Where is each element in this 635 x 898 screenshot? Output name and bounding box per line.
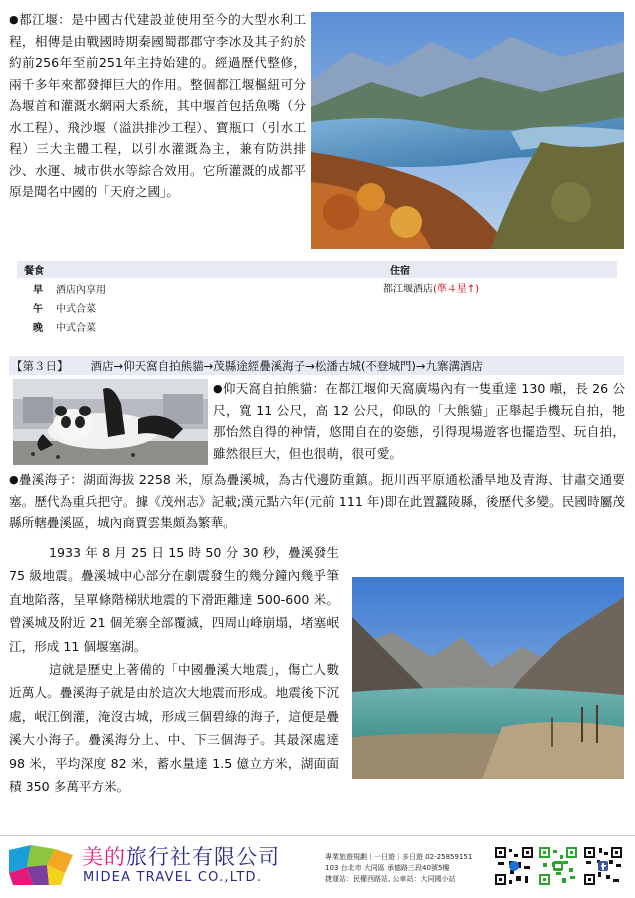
diexi-paragraph-3: 這就是歷史上著備的「中國疊溪大地震」，傷亡人數近萬人。疊溪海子就是由於這次大地震而形成。地震後下沉處，岷江倒灌，淹沒古城，形成三個碧綠的海子，這便是疊溪大小海子。疊溪海分上、中、下三個海子。其最深處達 98 米，平均深度 82 米，蓄水量達 1.5 億立方米，湖面面積 350 多萬平方米。 [9,662,339,795]
bullet-icon: ● [9,473,19,486]
meal-value: 中式合菜 [56,304,96,315]
contact-line-2: 103 台北市 大同區 承德路三段40號5樓 [325,864,450,872]
meal-row-lunch [17,298,96,317]
meal-value: 酒店內享用 [56,285,106,296]
diexi-photo [352,577,624,779]
dujiangyan-photo [311,12,624,249]
meal-key: 午 [33,304,43,315]
contact-line-1: 專業旅遊規劃｜一日遊｜多日遊 02-25859151 [325,853,473,861]
diexi-description [9,469,625,534]
company-name-en: MIDEA TRAVEL CO.,LTD. [83,870,263,885]
meal-header: 餐食 [24,266,44,277]
dujiangyan-description [9,9,306,203]
bullet-icon: ● [213,382,223,395]
qr-code-icon[interactable] [494,846,534,886]
company-name-accent: 美的 [82,845,126,869]
diexi-history [9,541,339,798]
panda-text: 仰天窩自拍熊貓：在都江堰仰天窩廣場內有一隻重達 130 噸，長 26 公尺，寬 11 公尺，高 12 公尺，仰臥的「大熊貓」正舉起手機玩自拍，牠那怡然自得的神情，悠閒自在的姿態，引得現場遊客也擺造型、玩自拍，雖然很巨大，但也很萌，很可愛。 [213,381,625,461]
company-name-cn [82,841,280,871]
hotel-header: 住宿 [390,266,410,277]
company-name-rest: 旅行社有限公司 [126,845,280,869]
hotel-name: 都江堰酒店 [383,284,433,295]
panda-photo [13,379,208,465]
facebook-qr-code-icon[interactable] [583,846,623,886]
meal-key: 早 [33,285,43,296]
meal-value: 中式合菜 [56,323,96,334]
meal-table-header [17,261,617,278]
hotel-info [383,280,479,295]
meal-key: 晚 [33,323,43,334]
meal-hotel-table [17,261,617,340]
dujiangyan-text: 都江堰：是中國古代建設並使用至今的大型水利工程，相傳是由戰國時期秦國蜀郡郡守李冰及其子約於約前256年至前251年主持始建的。經過歷代整修，兩千多年來都發揮巨大的作用。整個都江堰樞紐可分為堰首和灌溉水網兩大系統，其中堰首包括魚嘴（分水工程）、飛沙堰（溢洪排沙工程）、寶瓶口（引水工程）三大主體工程，以引水灌溉為主，兼有防洪排沙、水運、城市供水等綜合效用。它所灌溉的成都平原是聞名中國的「天府之國」。 [9,12,306,199]
contact-line-3: 捷運站：民權西路站, 公車站：大同國小站 [325,875,456,883]
footer-divider [0,835,635,836]
diexi-text: 疊溪海子：湖面海拔 2258 米，原為疊溪城，為古代邊防重鎮。扼川西平原通松潘旱地及青海、甘肅交通要塞。歷代為重兵把守。據《茂州志》記載;漢元點六年(元前 111 年)即在此置蠶陵縣，後歷代多變。民國時屬茂縣所轄疊溪區，城內商賈雲集頗為繁華。 [9,472,625,530]
bullet-icon: ● [9,13,20,26]
day-route: 酒店→仰天窩自拍熊貓→茂縣途經疊溪海子→松潘古城(不登城門)→九寨溝酒店 [90,358,484,373]
diexi-paragraph-2: 1933 年 8 月 25 日 15 時 50 分 30 秒，疊溪發生 75 級地震。疊溪城中心部分在劇震發生的幾分鐘內幾乎筆直地陷落，呈單條階梯狀地震的下滑距離達 500-600 米。曾溪城及附近 21 個羌寨全部覆滅，四周山峰崩塌，堵塞岷江，形成 11 個堰塞湖。 [9,545,339,654]
hotel-rating: (準４星↑) [433,284,480,295]
meal-row-dinner [17,317,96,336]
meal-row-breakfast [17,279,106,298]
company-logo-icon [9,845,73,885]
day3-banner [9,356,624,375]
company-contact [325,852,472,885]
panda-description [213,378,625,464]
line-qr-code-icon[interactable] [538,846,578,886]
day-label: 【第３日】 [11,358,69,373]
